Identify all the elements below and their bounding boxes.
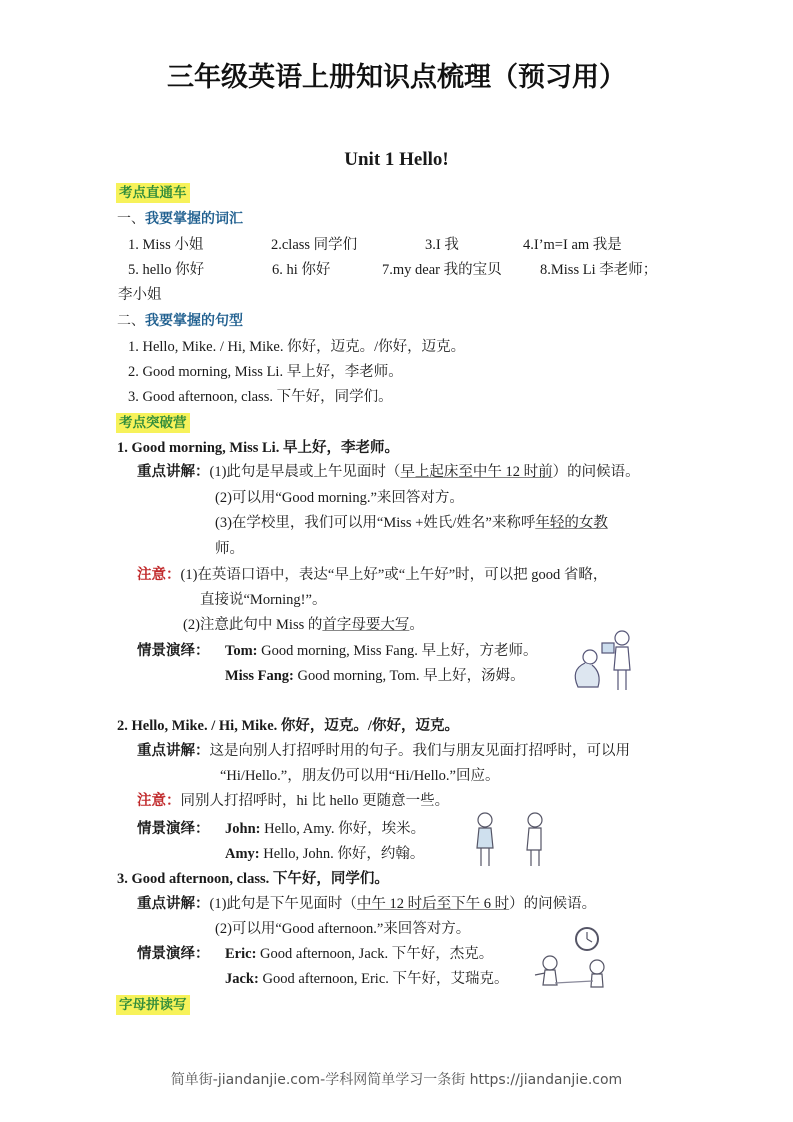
dialogue-line: Jack: Good afternoon, Eric. 下午好，艾瑞克。 (225, 971, 509, 987)
key-explanation: 师。 (215, 541, 244, 557)
dialogue-line: John: Hello, Amy. 你好，埃米。 (225, 821, 426, 837)
vocab-heading: 一、我要掌握的词汇 (117, 211, 243, 227)
point-heading: 2. Hello, Mike. / Hi, Mike. 你好，迈克。/你好，迈克。 (117, 718, 459, 734)
dialogue-line: Tom: Good morning, Miss Fang. 早上好，方老师。 (225, 643, 538, 659)
vocab-item: 2.class 同学们 (271, 237, 358, 253)
key-explanation: (2)可以用“Good afternoon.”来回答对方。 (215, 921, 471, 937)
children-greeting-illustration (465, 810, 555, 868)
key-explanation: “Hi/Hello.”，朋友仍可以用“Hi/Hello.”回应。 (220, 768, 500, 784)
vocab-item: 3.I 我 (425, 237, 459, 253)
sentence-item: 2. Good morning, Miss Li. 早上好，李老师。 (128, 364, 403, 380)
section-heading: 考点突破营 (116, 413, 190, 433)
scene: 情景演绎： (137, 821, 210, 837)
vocab-item: 1. Miss 小姐 (128, 237, 204, 253)
key-explanation: (2)可以用“Good morning.”来回答对方。 (215, 490, 464, 506)
page-title: 三年级英语上册知识点梳理（预习用） (167, 62, 626, 93)
vocab-item: 4.I’m=I am 我是 (523, 237, 622, 253)
note: 直接说“Morning!”。 (200, 592, 327, 608)
dialogue-line: Miss Fang: Good morning, Tom. 早上好，汤姆。 (225, 668, 525, 684)
vocab-item: 7.my dear 我的宝贝 (382, 262, 502, 278)
dialogue-line: Amy: Hello, John. 你好，约翰。 (225, 846, 425, 862)
key-explanation: 重点讲解：(1)此句是下午见面时（中午 12 时后至下午 6 时）的问候语。 (137, 896, 597, 912)
dialogue-line: Eric: Good afternoon, Jack. 下午好，杰克。 (225, 946, 494, 962)
key-explanation: (3)在学校里，我们可以用“Miss +姓氏/姓名”来称呼年轻的女教 (215, 515, 608, 531)
sentence-heading: 二、我要掌握的句型 (117, 313, 243, 329)
section-heading: 考点直通车 (116, 183, 190, 203)
point-heading: 3. Good afternoon, class. 下午好，同学们。 (117, 871, 389, 887)
teacher-student-illustration (530, 625, 640, 695)
note: 注意：(1)在英语口语中，表达“早上好”或“上午好”时，可以把 good 省略， (137, 567, 608, 583)
vocab-item: 8.Miss Li 李老师； (540, 262, 658, 278)
sentence-item: 3. Good afternoon, class. 下午好，同学们。 (128, 389, 393, 405)
key-explanation: 重点讲解：这是向别人打招呼时用的句子。我们与朋友见面打招呼时，可以用 (137, 743, 630, 759)
footer-watermark: 简单街-jiandanjie.com-学科网简单学习一条街 https://jiandanjie.com (170, 1072, 623, 1088)
note: (2)注意此句中 Miss 的首字母要大写。 (183, 617, 424, 633)
clock-and-children-illustration (515, 925, 615, 995)
scene: 情景演绎： (137, 643, 210, 659)
vocab-item: 5. hello 你好 (128, 262, 205, 278)
unit-title: Unit 1 Hello! (344, 149, 449, 170)
sentence-item: 1. Hello, Mike. / Hi, Mike. 你好，迈克。/你好，迈克。 (128, 339, 466, 355)
note: 注意：同别人打招呼时，hi 比 hello 更随意一些。 (137, 793, 450, 809)
vocab-item: 李小姐 (118, 287, 162, 303)
section-heading: 字母拼读写 (116, 995, 190, 1015)
point-heading: 1. Good morning, Miss Li. 早上好，李老师。 (117, 440, 399, 456)
key-explanation: 重点讲解：(1)此句是早晨或上午见面时（早上起床至中午 12 时前）的问候语。 (137, 464, 640, 480)
scene: 情景演绎： (137, 946, 210, 962)
vocab-item: 6. hi 你好 (272, 262, 331, 278)
